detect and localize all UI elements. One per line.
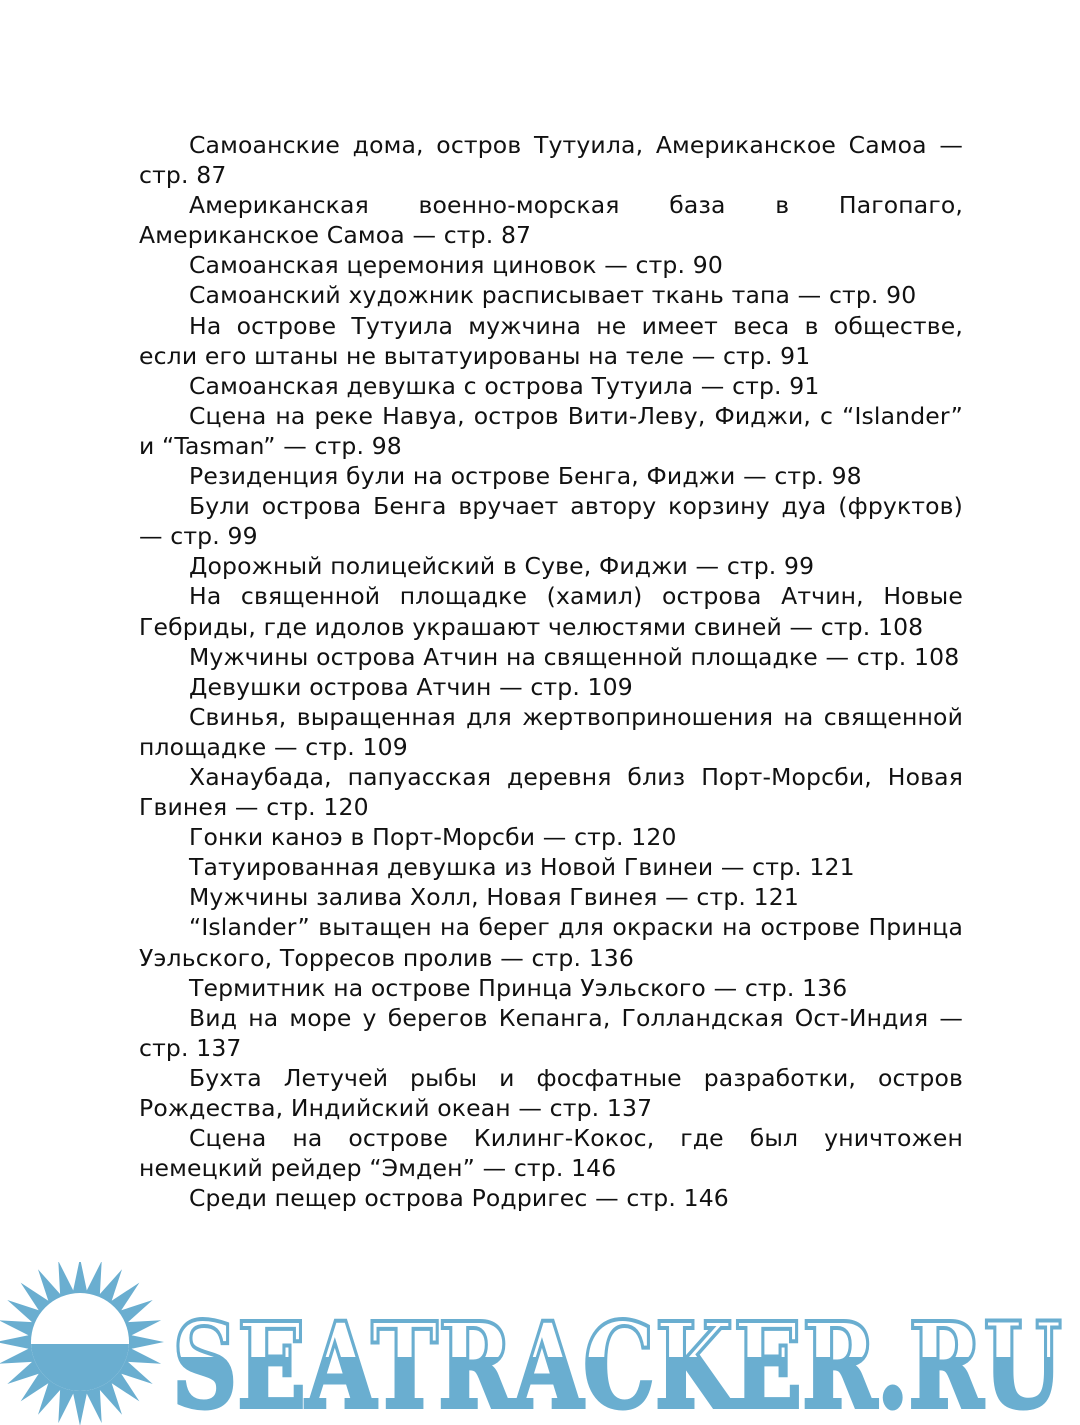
caption-item: Сцена на острове Килинг-Кокос, где был уничтожен немецкий рейдер “Эмден” — стр. 146 bbox=[139, 1124, 963, 1183]
caption-item: Самоанский художник расписывает ткань тапа — стр. 90 bbox=[189, 281, 917, 310]
caption-item: На острове Тутуила мужчина не имеет веса в обществе, если его штаны не вытатуированы на теле — стр. 91 bbox=[139, 311, 963, 370]
caption-item: Самоанские дома, остров Тутуила, Американское Самоа — стр. 87 bbox=[139, 131, 963, 190]
caption-item: Среди пещер острова Родригес — стр. 146 bbox=[189, 1184, 729, 1213]
caption-item: Самоанская церемония циновок — стр. 90 bbox=[189, 251, 723, 280]
caption-item: Американская военно-морская база в Пагопаго, Американское Самоа — стр. 87 bbox=[139, 191, 963, 250]
caption-item: Дорожный полицейский в Суве, Фиджи — стр. 99 bbox=[189, 552, 815, 581]
caption-item: Ханаубада, папуасская деревня близ Порт-Морсби, Новая Гвинея — стр. 120 bbox=[139, 762, 963, 822]
caption-item: Самоанская девушка с острова Тутуила — стр. 91 bbox=[189, 371, 820, 400]
caption-item: Девушки острова Атчин — стр. 109 bbox=[189, 672, 633, 701]
caption-item: На священной площадке (хамил) острова Атчин, Новые Гебриды, где идолов украшают челюстями свиней — стр. 108 bbox=[139, 582, 963, 641]
caption-list bbox=[139, 130, 963, 1213]
watermark-text: SEATRACKER.RU bbox=[172, 1296, 1062, 1425]
caption-item: Вид на море у берегов Кепанга, Голландская Ост-Индия — стр. 137 bbox=[139, 1003, 963, 1062]
caption-item: Сцена на реке Навуа, остров Вити-Леву, Фиджи, с “Islander” и “Tasman” — стр. 98 bbox=[139, 401, 963, 460]
caption-item: Резиденция були на острове Бенга, Фиджи — стр. 98 bbox=[189, 462, 862, 491]
caption-item: Мужчины острова Атчин на священной площадке — стр. 108 bbox=[189, 642, 960, 671]
caption-item: Були острова Бенга вручает автору корзину дуа (фруктов) — стр. 99 bbox=[139, 492, 963, 551]
caption-item: “Islander” вытащен на берег для окраски на острове Принца Уэльского, Торресов пролив — стр. 136 bbox=[139, 913, 963, 972]
caption-item: Татуированная девушка из Новой Гвинеи — стр. 121 bbox=[189, 853, 855, 882]
caption-item: Бухта Летучей рыбы и фосфатные разработки, остров Рождества, Индийский океан — стр. 137 bbox=[139, 1063, 963, 1122]
caption-item: Свинья, выращенная для жертвоприношения на священной площадке — стр. 109 bbox=[139, 702, 963, 761]
caption-item: Гонки каноэ в Порт-Морсби — стр. 120 bbox=[189, 823, 677, 852]
caption-item: Термитник на острове Принца Уэльского — стр. 136 bbox=[189, 973, 848, 1002]
sun-icon bbox=[0, 1262, 164, 1425]
watermark-logo bbox=[0, 1262, 1080, 1425]
caption-item: Мужчины залива Холл, Новая Гвинея — стр. 121 bbox=[189, 883, 799, 912]
